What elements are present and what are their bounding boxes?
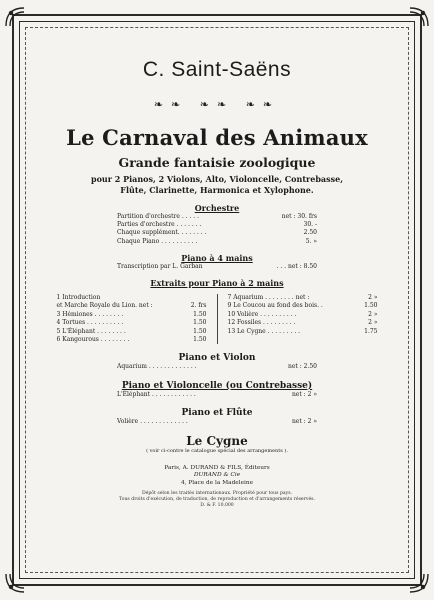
- price-value: 1.50: [364, 302, 378, 310]
- section-heading-piano-flute: Piano et Flûte: [181, 407, 253, 418]
- orchestre-prices: [40, 213, 394, 246]
- publisher-line: 4, Place de la Madeleine: [180, 480, 254, 487]
- price-value: net : 2 »: [291, 417, 317, 425]
- price-value: 2 »: [368, 294, 378, 302]
- price-row: [228, 311, 378, 319]
- price-value: 2.50: [303, 229, 317, 237]
- price-value: 2 »: [368, 310, 378, 318]
- price-value: 1.75: [364, 327, 378, 335]
- price-row: [117, 213, 317, 221]
- price-value: . . . net : 8.50: [276, 262, 317, 270]
- price-value: 1.50: [193, 336, 207, 344]
- piano-flute-prices: [40, 418, 394, 426]
- instrumentation: [40, 174, 394, 196]
- price-value: 1.50: [193, 327, 207, 335]
- section-heading-le-cygne: Le Cygne: [186, 434, 248, 449]
- instrumentation-line: Flûte, Clarinette, Harmonica et Xylophone.: [120, 185, 314, 195]
- publisher-line: DURAND & Cie: [193, 472, 241, 479]
- footer-line: D. & F. 10.000: [200, 502, 234, 508]
- price-label: 13 Le Cygne . . . . . . . . .: [227, 327, 301, 335]
- page-content: [40, 48, 394, 509]
- price-label: Parties d'orchestre . . . . . . .: [117, 221, 202, 229]
- legal-footer: [40, 491, 394, 509]
- price-label: 9 Le Coucou au fond des bois. .: [227, 302, 323, 310]
- price-label: L'Éléphant . . . . . . . . . . . .: [117, 390, 196, 398]
- price-row: [117, 221, 317, 229]
- extraits-columns: [40, 294, 394, 344]
- work-title: Le Carnaval des Animaux: [66, 125, 368, 150]
- price-label: Partition d'orchestre . . . . .: [117, 213, 199, 220]
- price-row: [117, 418, 317, 426]
- extraits-right-column: [228, 294, 378, 344]
- footer-line: Dépôt selon les traités internationaux. Propriété pour tous pays.: [141, 490, 293, 496]
- ornament-divider: ❧❧ ❧❧ ❧❧: [153, 98, 281, 111]
- price-row: [57, 311, 207, 319]
- price-label: 12 Fossiles . . . . . . . . .: [227, 319, 296, 327]
- work-subtitle: Grande fantaisie zoologique: [118, 155, 316, 170]
- price-row: [57, 319, 207, 327]
- price-label: Chaque supplément. . . . . . . .: [117, 229, 207, 237]
- section-heading-orchestre: Orchestre: [194, 203, 240, 213]
- price-value: 2. frs: [190, 302, 207, 310]
- price-row: [117, 391, 317, 399]
- section-heading-extraits: Extraits pour Piano à 2 mains: [150, 278, 284, 289]
- price-row: [57, 336, 207, 344]
- price-value: 2 »: [368, 319, 378, 327]
- publisher-line: Paris, A. DURAND & FILS, Éditeurs: [164, 464, 270, 471]
- price-label: Chaque Piano . . . . . . . . . .: [117, 237, 198, 245]
- price-label: Transcription par L. Garban: [117, 262, 203, 270]
- price-label: Volière . . . . . . . . . . . . .: [117, 417, 188, 425]
- price-value: net : 2 »: [291, 390, 317, 398]
- price-label: et Marche Royale du Lion. net :: [56, 302, 153, 310]
- price-value: net : 30. frs: [281, 213, 317, 220]
- price-label: 1 Introduction: [56, 294, 101, 302]
- footer-line: Tous droits d'exécution, de traduction, de reproduction et d'arrangements réservés.: [119, 496, 315, 502]
- cygne-note: ( voir ci-contre le catalogue spécial des arrangements ).: [146, 448, 288, 455]
- piano-violoncelle-prices: [40, 391, 394, 399]
- price-value: 5. »: [305, 237, 317, 245]
- price-label: Aquarium . . . . . . . . . . . . .: [117, 363, 197, 371]
- price-label: 10 Volière . . . . . . . . . .: [227, 310, 297, 318]
- price-row: [228, 319, 378, 327]
- composer-name: C. Saint-Saëns: [142, 58, 292, 81]
- section-heading-piano-violoncelle: Piano et Violoncelle (ou Contrebasse): [121, 380, 313, 391]
- price-label: 5 L'Éléphant . . . . . . . .: [56, 327, 126, 335]
- price-row: [57, 302, 207, 310]
- price-row: [117, 263, 317, 271]
- price-row: [228, 328, 378, 336]
- price-value: 30. -: [303, 221, 317, 229]
- section-heading-piano-4-mains: Piano à 4 mains: [181, 252, 253, 263]
- column-divider: [217, 294, 218, 344]
- section-heading-piano-violon: Piano et Violon: [178, 353, 256, 364]
- piano4-prices: [40, 263, 394, 271]
- price-row: [57, 294, 207, 302]
- price-label: 3 Hémiones . . . . . . . .: [56, 310, 124, 318]
- price-row: [228, 302, 378, 310]
- price-row: [117, 229, 317, 237]
- price-label: 6 Kangourous . . . . . . . .: [56, 336, 130, 344]
- corner-ornament-icon: [4, 6, 26, 28]
- corner-ornament-icon: [408, 6, 430, 28]
- corner-ornament-icon: [408, 572, 430, 594]
- corner-ornament-icon: [4, 572, 26, 594]
- price-row: [57, 328, 207, 336]
- publisher-block: [40, 465, 394, 488]
- price-value: 1.50: [193, 310, 207, 318]
- price-row: [228, 294, 378, 302]
- price-label: 4 Tortues . . . . . . . . . .: [56, 319, 124, 327]
- price-value: net : 2.50: [287, 363, 317, 371]
- price-row: [117, 238, 317, 246]
- extraits-left-column: [57, 294, 207, 344]
- instrumentation-line: pour 2 Pianos, 2 Violons, Alto, Violoncelle, Contrebasse,: [91, 174, 343, 184]
- price-value: 1.50: [193, 319, 207, 327]
- price-label: 7 Aquarium . . . . . . . . net :: [227, 294, 310, 302]
- piano-violon-prices: [40, 363, 394, 371]
- price-row: [117, 363, 317, 371]
